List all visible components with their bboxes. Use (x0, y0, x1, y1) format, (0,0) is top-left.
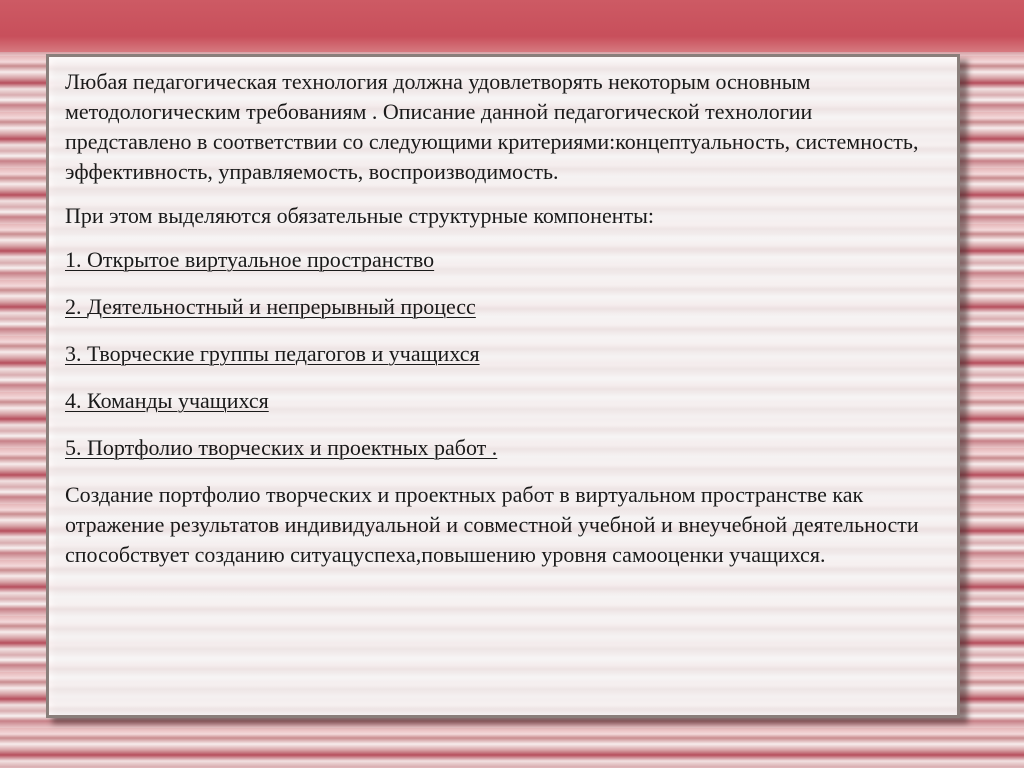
list-item-text: Творческие группы педагогов и учащихся (87, 341, 480, 366)
list-item-text: Портфолио творческих и проектных работ . (87, 435, 498, 460)
slide-content (65, 67, 925, 584)
list-item (65, 245, 925, 275)
list-item (65, 386, 925, 416)
list-item-text: Деятельностный и непрерывный процесс (87, 294, 476, 319)
list-item (65, 433, 925, 463)
list-item (65, 339, 925, 369)
list-item-number: 3. (65, 341, 82, 366)
lead-paragraph: При этом выделяются обязательные структурные компоненты: (65, 203, 654, 228)
list-item (65, 292, 925, 322)
list-item-number: 4. (65, 388, 82, 413)
slide-panel (46, 54, 960, 718)
conclusion-paragraph: Создание портфолио творческих и проектных работ в виртуальном пространстве как отражение результатов индивидуальной и совместной учебной и внеучебной деятельности способствует созданию ситуацуспеха,повышению уровня самооценки учащихся. (65, 482, 919, 567)
list-item-number: 1. (65, 247, 82, 272)
list-item-number: 2. (65, 294, 82, 319)
intro-paragraph: Любая педагогическая технология должна удовлетворять некоторым основным методологическим требованиям . Описание данной педагогической технологии представлено в соответствии со следующими критериями:концептуальность, системность, эффективность, управляемость, воспроизводимость. (65, 69, 919, 184)
list-item-text: Команды учащихся (87, 388, 269, 413)
list-item-text: Открытое виртуальное пространство (87, 247, 435, 272)
list-item-number: 5. (65, 435, 82, 460)
header-band (0, 0, 1024, 52)
